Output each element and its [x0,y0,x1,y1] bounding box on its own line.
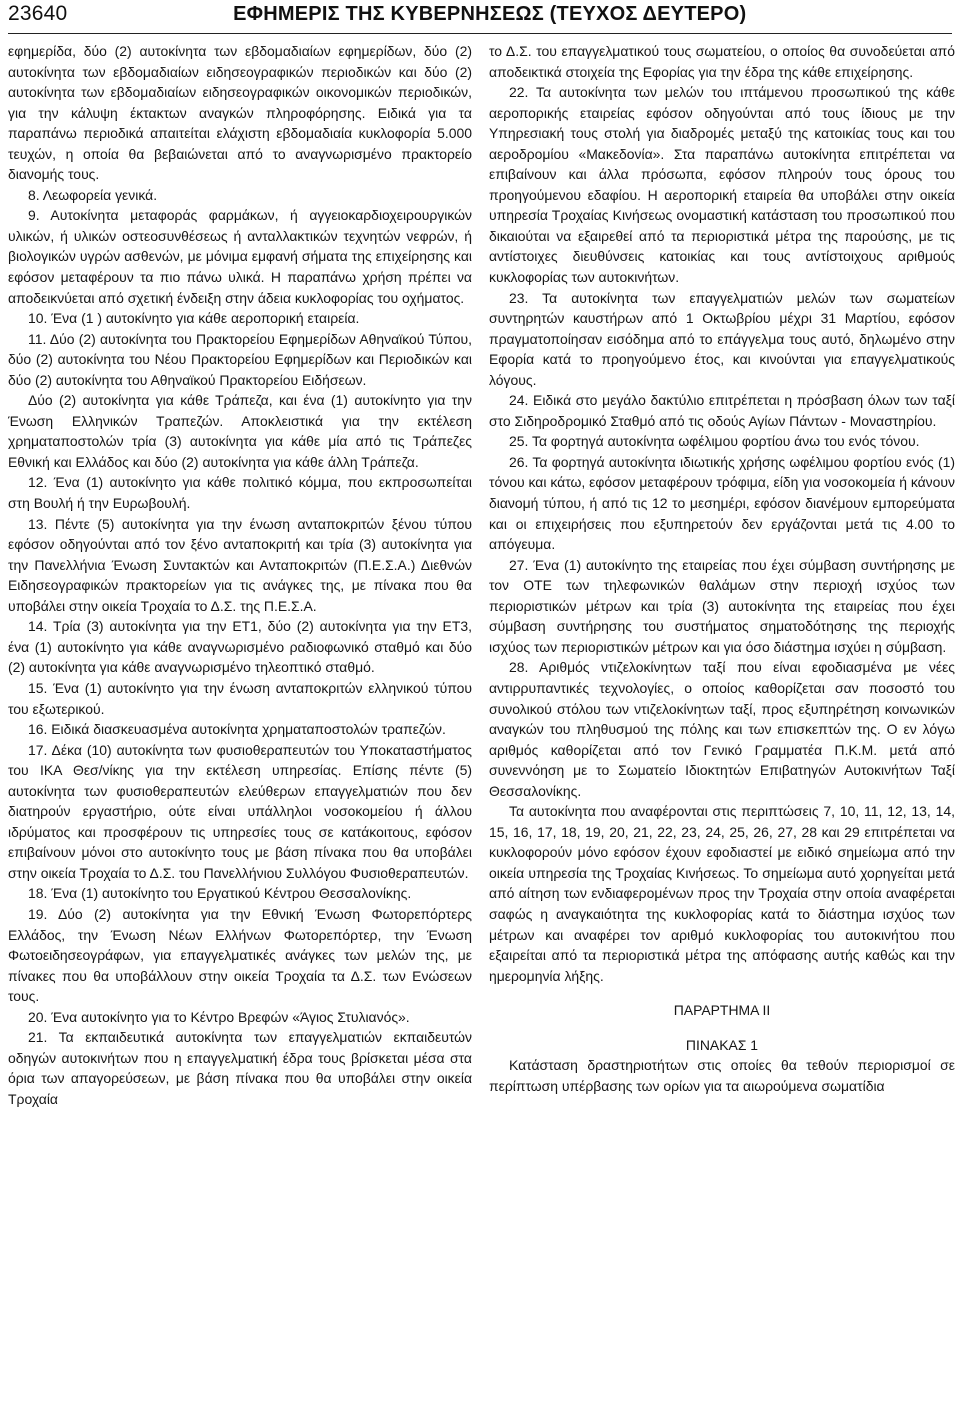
paragraph: 24. Ειδικά στο μεγάλο δακτύλιο επιτρέπεται η πρόσβαση όλων των ταξί στο Σιδηροδρομικό Σταθμό από τις οδούς Αγίων Πάντων - Μοναστηρίου. [489,392,955,429]
paragraph: 27. Ένα (1) αυτοκίνητο της εταιρείας που έχει σύμβαση συντήρησης με τον ΟΤΕ των τηλεφωνικών θαλάμων στην περιοχή ισχύος των περιοριστικών μέτρων και τρία (3) αυτοκίνητα της εταιρείας που έχει σύμβαση συντήρησης του συστήματος σηματοδότησης της περιοχής ισχύος των περιοριστικών μέτρων και για όσο διάστημα ισχύει η σύμβαση. [489,556,955,655]
paragraph: το Δ.Σ. του επαγγελματικού τους σωματείου, ο οποίος θα συνοδεύεται από αποδεικτικά στοιχεία της Εφορίας για την έδρα της κάθε επιχείρησης. [489,43,955,80]
paragraph: 10. Ένα (1 ) αυτοκίνητο για κάθε αεροπορική εταιρεία. [28,310,360,327]
paragraph: Τα αυτοκίνητα που αναφέρονται στις περιπτώσεις 7, 10, 11, 12, 13, 14, 15, 16, 17, 18, 19, 20, 21, 22, 23, 24, 25, 26, 27, 28 και 29 επιτρέπεται να κυκλοφορούν μόνο εφόσον έχουν εφοδιαστεί με ειδικό σημείωμα από την οικεία υπηρεσία της Τροχαίας Κινήσεως. Το σημείωμα αυτό χορηγείται μετά από αίτηση των ενδιαφερομένων προς την Τροχαία στην οποία αναφέρεται σαφώς η αναγκαιότητα της κυκλοφορίας κατά το διάστημα ισχύος των μέτρων και αναφέρει τον αριθμό κυκλοφορίας του αυτοκινήτου που εξαιρείται από τα περιοριστικά μέτρα της απόφασης αυτής καθώς και την ημερομηνία λήξης. [489,803,955,984]
page-header [8,2,952,32]
paragraph: 15. Ένα (1) αυτοκίνητο για την ένωση ανταποκριτών ελληνικού τύπου του εξωτερικού. [8,679,472,717]
paragraph: 13. Πέντε (5) αυτοκίνητα για την ένωση ανταποκριτών ξένου τύπου εφόσον οδηγούνται από τον ξένο ανταποκριτή και τρία (3) αυτοκίνητα για την Πανελλήνια Ένωση Συντακτών και Ανταποκριτών (Π.Ε.Σ.Α.) Διεθνών Ειδησεογραφικών πρακτορείων για τις ανάγκες της, με πίνακα που θα υποβάλει στην οικεία Τροχαία το Δ.Σ. της Π.Ε.Σ.Α. [8,515,472,614]
paragraph: 28. Αριθμός ντιζελοκίνητων ταξί που είναι εφοδιασμένα με νέες αντιρρυπαντικές τεχνολογίες, ο οποίος καθορίζεται σαν ποσοστό του συνολικού στόλου των ντιζελοκίνητων ταξί, προς εξυπηρέτηση κοινωνικών αναγκών του πληθυσμού της πόλης και των επισκεπτών της. Ο εν λόγω αριθμός καθορίζεται από τον Γενικό Γραμματέα Π.Κ.Μ. μετά από συνεννόηση με το Σωματείο Ιδιοκτητών Επιβατηγών Αυτοκινήτων Ταξί Θεσσαλονίκης. [489,659,955,799]
paragraph: 26. Τα φορτηγά αυτοκίνητα ιδιωτικής χρήσης ωφέλιμου φορτίου ενός (1) τόνου και κάτω, εφόσον μεταφέρουν τρόφιμα, είδη για νοσοκομεία ή κάνουν διανομή τύπου, ή από τις 12 το μεσημέρι, εφόσον διανέμουν εμπορεύματα και οι επιχειρήσεις που εξυπηρετούν δεν εργάζονται μετά τις 4.00 το απόγευμα. [489,453,955,553]
table-title: ΠΙΝΑΚΑΣ 1 [685,1036,759,1053]
paragraph: 23. Τα αυτοκίνητα των επαγγελματιών μελών των σωματείων συντηρητών καυστήρων από 1 Οκτωβρίου μέχρι 31 Μαρτίου, εφόσον πραγματοποίησαν εισόδημα από το επάγγελμα τους αυτό, δηλωμένο στην Εφορία κατά το προηγούμενο έτος, και κινούνται για επαγγελματικούς λόγους. [489,289,955,388]
table-caption: Κατάσταση δραστηριοτήτων στις οποίες θα τεθούν περιορισμοί σε περίπτωση υπέρβασης των ορίων για τα αιωρούμενα σωματίδια [489,1057,955,1094]
paragraph: 22. Τα αυτοκίνητα των μελών του ιπτάμενου προσωπικού της κάθε αεροπορικής εταιρείας εφόσον οδηγούνται από τους ίδιους με την Υπηρεσιακή τους στολή για διαδρομές μεταξύ της κατοικίας τους και του αεροδρομίου «Μακεδονία». Στα παραπάνω αυτοκίνητα επιτρέπεται να επιβαίνουν και άλλα πρόσωπα, εφόσον πληρούν τους όρους του προηγούμενου εδαφίου. Η αεροπορική εταιρεία θα υποβάλει στην οικεία υπηρεσία Τροχαίας Κινήσεως ονομαστική κατάσταση του προσωπικού που δικαιούται να εξαιρεθεί από τα περιοριστικά μέτρα της παρούσης, με τις αντίστοιχες διευθύνσεις κατοικίας και τους αντίστοιχους αριθμούς κυκλοφορίας των αυτοκινήτων. [489,84,955,286]
paragraph: 14. Τρία (3) αυτοκίνητα για την ΕΤ1, δύο (2) αυτοκίνητα για την ΕΤ3, ένα (1) αυτοκίνητο για κάθε αναγνωρισμένο ραδιοφωνικό σταθμό και δύο (2) αυτοκίνητα για κάθε αναγνωρισμένο τηλεοπτικό σταθμό. [8,618,472,676]
paragraph: 21. Τα εκπαιδευτικά αυτοκίνητα των επαγγελματιών εκπαιδευτών οδηγών αυτοκινήτων που η επαγγελματική έδρα τους βρίσκεται μέσα στα όρια των απαγορεύσεων, με βάση πίνακα που θα υποβάλει στην οικεία Τροχαία [8,1029,472,1107]
paragraph: 16. Ειδικά διασκευασμένα αυτοκίνητα χρηματαποστολών τραπεζών. [28,721,446,738]
page-number: 23640 [8,2,68,25]
paragraph: εφημερίδα, δύο (2) αυτοκίνητα των εβδομαδιαίων εφημερίδων, δύο (2) αυτοκίνητα των εβδομαδιαίων ειδησεογραφικών περιοδικών και δύο (2) αυτοκίνητα των εβδομαδιαίων ειδησεογραφικών οικονομικών περιοδικών, για την κάλυψη έκτακτων αναγκών πληροφόρησης. Ειδικά για τα παραπάνω περιοδικά απαιτείται ελάχιστη εβδομαδιαία κυκλοφορία 5.000 τευχών, η οποία θα βεβαιώνεται από το αναγνωρισμένο πρακτορείο διανομής τους. [8,43,472,183]
gazette-title: ΕΦΗΜΕΡΙΣ ΤΗΣ ΚΥΒΕΡΝΗΣΕΩΣ (ΤΕΥΧΟΣ ΔΕΥΤΕΡΟ) [233,3,747,25]
paragraph: 18. Ένα (1) αυτοκίνητο του Εργατικού Κέντρου Θεσσαλονίκης. [28,885,412,902]
paragraph: 8. Λεωφορεία γενικά. [28,186,158,203]
section-spacer [489,986,955,1000]
paragraph: Δύο (2) αυτοκίνητα για κάθε Τράπεζα, και ένα (1) αυτοκίνητο για την Ένωση Ελληνικών Τραπεζών. Αποκλειστικά για την εκτέλεση χρηματαποστολών τρία (3) αυτοκίνητα για κάθε μία από τις Τράπεζες Εθνική και Ελλάδος και δύο (2) αυτοκίνητα για κάθε άλλη Τράπεζα. [8,392,472,470]
annex-title: ΠΑΡΑΡΤΗΜΑ ΙΙ [673,1002,771,1019]
right-column [489,41,955,1096]
paragraph: 19. Δύο (2) αυτοκίνητα για την Εθνική Ένωση Φωτορεπόρτερς Ελλάδος, την Ένωση Νέων Ελλήνων Φωτορεπόρτερ, την Ένωση Φωτοειδησεογράφων, για επαγγελματικές ανάγκες των μελών της, με πίνακες που θα υποβάλλουν στην οικεία Τροχαία τα Δ.Σ. των Ενώσεων τους. [8,905,472,1005]
paragraph: 12. Ένα (1) αυτοκίνητο για κάθε πολιτικό κόμμα, που εκπροσωπείται στη Βουλή ή την Ευρωβουλή. [8,474,472,512]
paragraph: 11. Δύο (2) αυτοκίνητα του Πρακτορείου Εφημερίδων Αθηναϊκού Τύπου, δύο (2) αυτοκίνητα του Νέου Πρακτορείου Εφημερίδων και Περιοδικών και δύο (2) αυτοκίνητα του Αθηναϊκού Πρακτορείου Ειδήσεων. [8,330,472,388]
paragraph: 17. Δέκα (10) αυτοκίνητα των φυσιοθεραπευτών του Υποκαταστήματος του ΙΚΑ Θεσ/νίκης για την εκτέλεση υπηρεσίας. Επίσης πέντε (5) αυτοκίνητα των φυσιοθεραπευτών ελεύθερων επαγγελματιών που δεν διατηρούν εργαστήριο, ούτε είναι υπάλληλοι νοσοκομείου ή άλλου ιδρύματος και προσφέρουν τις υπηρεσίες τους σε κατάκοιτους, εφόσον επιβαίνουν μόνοι στο αυτοκίνητο τους με βάση πίνακα που θα υποβάλει στην οικεία Τροχαία το Δ.Σ. του Πανελλήνιου Συλλόγου Φυσιοθεραπευτών. [8,741,472,881]
paragraph: 25. Τα φορτηγά αυτοκίνητα ωφέλιμου φορτίου άνω του ενός τόνου. [509,433,920,450]
paragraph: 9. Αυτοκίνητα μεταφοράς φαρμάκων, ή αγγειοκαρδιοχειρουργικών υλικών, ή υλικών οστεοσυνθέσεως ή ανταλλακτικών τεχνητών νεφρών, ή βιολογικών υγρών ασθενών, με μόνιμα εμφανή σήματα της επιχείρησης και εφόσον μεταφέρουν τα πιο πάνω υλικά. Η παραπάνω χρήση πρέπει να αποδεικνύεται από σχετική ένδειξη στην άδεια κυκλοφορίας του οχήματος. [8,207,472,306]
paragraph: 20. Ένα αυτοκίνητο για το Κέντρο Βρεφών «Άγιος Στυλιανός». [28,1008,410,1025]
left-column [8,41,472,1109]
header-rule [8,33,952,34]
section-spacer [489,1021,955,1035]
